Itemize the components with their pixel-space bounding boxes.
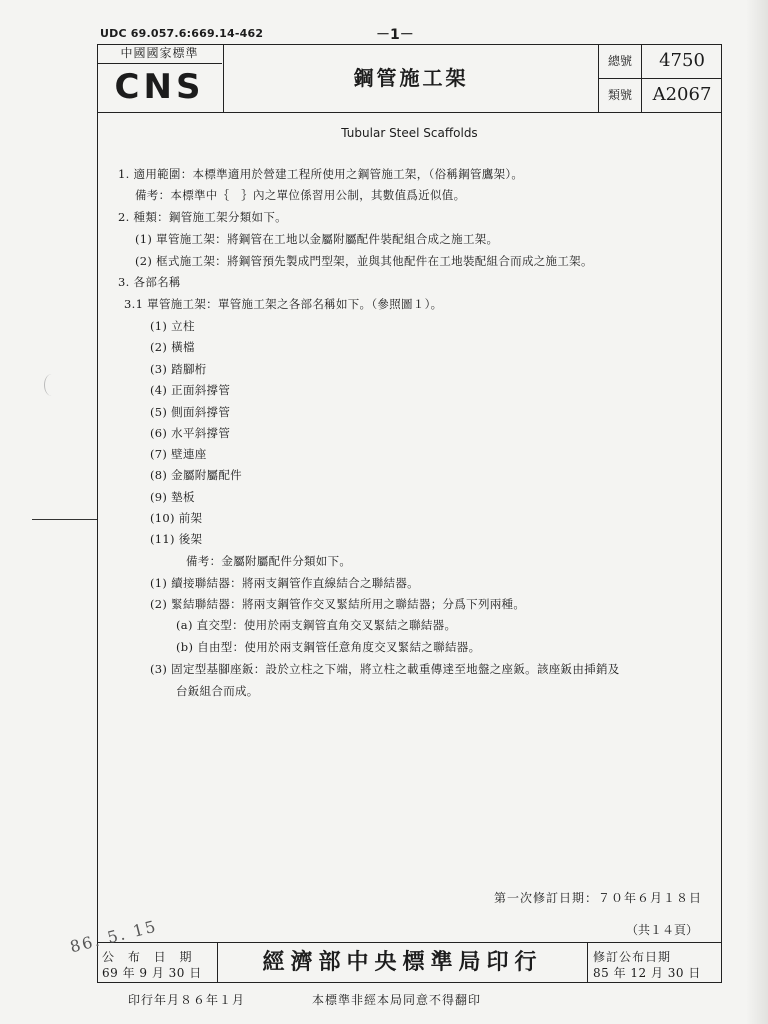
list-item: (11) 後架 bbox=[150, 532, 203, 546]
first-revision-date: 第一次修訂日期：７０年６月１８日 bbox=[494, 891, 703, 905]
list-item: (1) 立柱 bbox=[150, 319, 195, 333]
list-item: (6) 水平斜撐管 bbox=[150, 426, 231, 440]
class-number-value: A2067 bbox=[652, 84, 712, 105]
body-line: (1) 單管施工架：將鋼管在工地以金屬附屬配件裝配組合成之施工架。 bbox=[135, 232, 499, 246]
publish-date-value: 69 年 9 月 30 日 bbox=[102, 966, 202, 980]
total-number-row bbox=[599, 44, 722, 79]
class-number-row bbox=[599, 78, 722, 112]
body-line: 1. 適用範圍：本標準適用於營建工程所使用之鋼管施工架，（俗稱鋼管鷹架）。 bbox=[118, 167, 524, 181]
publish-date-label: 公 布 日 期 bbox=[102, 950, 197, 964]
list-item: (8) 金屬附屬配件 bbox=[150, 468, 242, 482]
list-item: (3) 固定型基腳座鈑：設於立柱之下端，將立柱之載重傳達至地盤之座鈑。該座鈑由揷銷及 bbox=[150, 662, 620, 676]
list-item: (7) 壁連座 bbox=[150, 447, 207, 461]
publisher-name: 經濟部中央標準局印行 bbox=[262, 949, 543, 975]
revised-date-label: 修訂公布日期 bbox=[593, 950, 672, 964]
binding-line bbox=[32, 519, 98, 520]
total-pages: （共１４頁） bbox=[626, 923, 699, 937]
class-number-label: 類號 bbox=[599, 78, 642, 112]
list-item: (10) 前架 bbox=[150, 511, 203, 525]
list-item: (b) 自由型：使用於兩支鋼管任意角度交叉緊結之聯結器。 bbox=[176, 640, 481, 654]
national-standard-label: 中國國家標準 bbox=[97, 44, 222, 64]
list-item: (2) 橫檔 bbox=[150, 340, 195, 354]
list-item: (2) 緊結聯結器：將兩支鋼管作交叉緊結所用之聯結器；分爲下列兩種。 bbox=[150, 597, 526, 611]
body-line: 備考：金屬附屬配件分類如下。 bbox=[186, 554, 352, 568]
list-item: (1) 續接聯結器：將兩支鋼管作直線結合之聯結器。 bbox=[150, 576, 419, 590]
copyright-notice: 本標準非經本局同意不得翻印 bbox=[312, 993, 482, 1007]
body-line: 3. 各部名稱 bbox=[118, 275, 181, 289]
print-date: 印行年月８６年１月 bbox=[128, 993, 246, 1007]
list-item: (a) 直交型：使用於兩支鋼管直角交叉緊結之聯結器。 bbox=[176, 618, 457, 632]
publish-date-cell bbox=[97, 943, 218, 982]
page-number: －1－ bbox=[376, 27, 414, 43]
footer-table bbox=[97, 942, 722, 983]
header-divider bbox=[97, 112, 722, 113]
list-item: (4) 正面斜撐管 bbox=[150, 383, 231, 397]
english-title: Tubular Steel Scaffolds bbox=[341, 126, 478, 140]
body-line: 台鈑組合而成。 bbox=[176, 684, 259, 698]
handwritten-date: 86. 5. 15 bbox=[68, 916, 160, 957]
list-item: (5) 側面斜撐管 bbox=[150, 405, 231, 419]
total-number-value: 4750 bbox=[659, 50, 705, 71]
cns-logo-block bbox=[97, 44, 224, 112]
page-edge-shadow bbox=[746, 0, 768, 1024]
revised-date-value: 85 年 12 月 30 日 bbox=[593, 966, 701, 980]
total-number-label: 總號 bbox=[599, 44, 642, 78]
body-line: (2) 框式施工架：將鋼管預先製成門型架，並與其他配件在工地裝配組合而成之施工架。 bbox=[135, 254, 593, 268]
list-item: (3) 踏腳桁 bbox=[150, 362, 207, 376]
body-line: 3.1 單管施工架：單管施工架之各部名稱如下。（參照圖１）。 bbox=[124, 297, 443, 311]
list-item: (9) 墊板 bbox=[150, 490, 195, 504]
standard-number-table bbox=[598, 44, 722, 112]
revised-date-cell bbox=[587, 943, 720, 982]
udc-code: UDC 69.057.6:669.14-462 bbox=[100, 27, 264, 40]
cns-logo: CNS bbox=[114, 67, 205, 107]
punch-hole-mark bbox=[44, 374, 59, 396]
body-line: 備考：本標準中｛ ｝內之單位係習用公制，其數值爲近似值。 bbox=[135, 188, 466, 202]
document-title: 鋼管施工架 bbox=[353, 66, 469, 90]
body-line: 2. 種類：鋼管施工架分類如下。 bbox=[118, 210, 287, 224]
